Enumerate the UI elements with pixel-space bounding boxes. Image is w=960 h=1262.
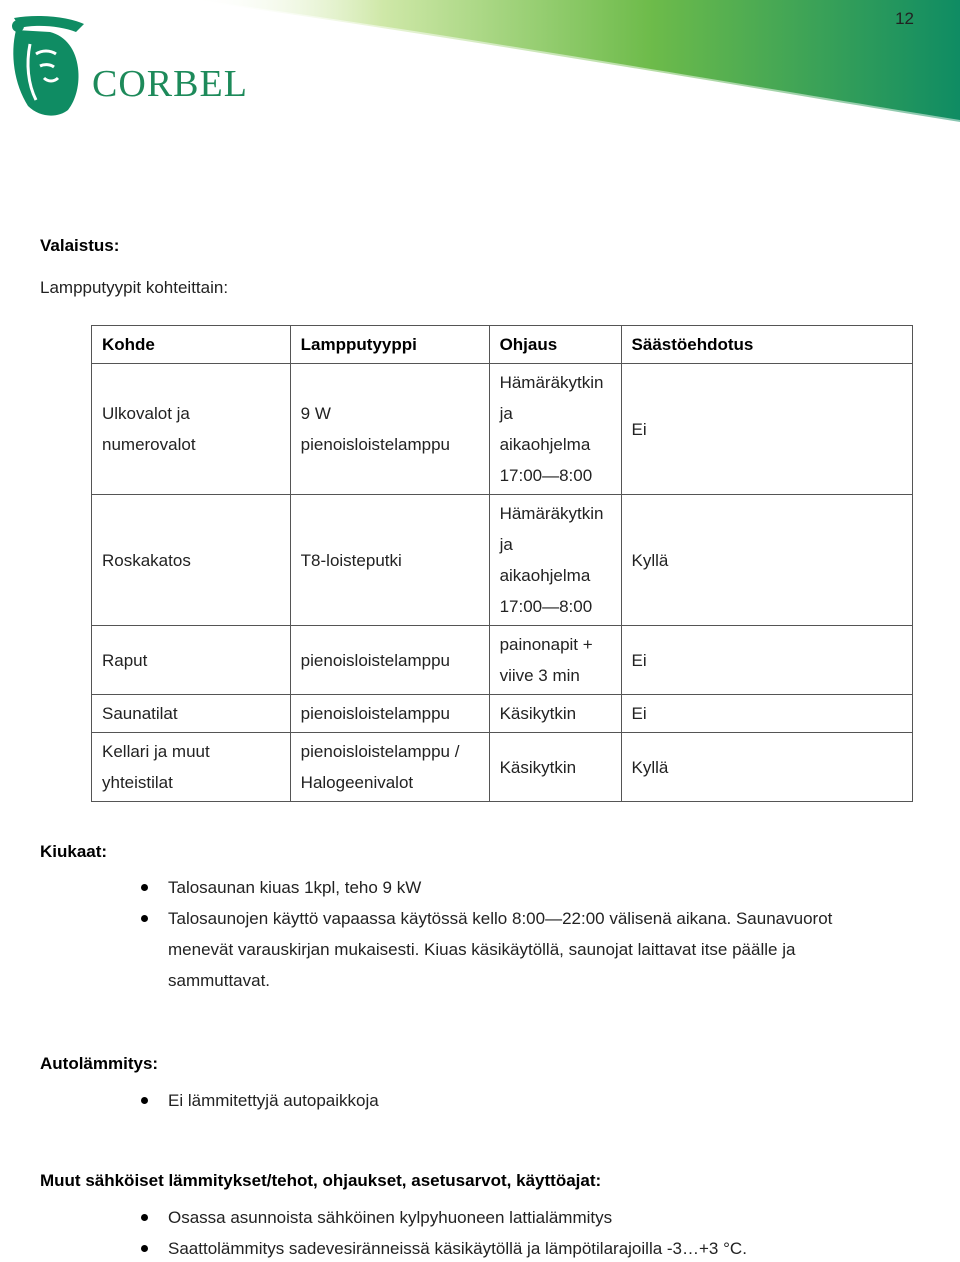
cell-lamp-type: pienoisloistelamppu / Halogeenivalot (290, 733, 489, 802)
list-item: Talosaunan kiuas 1kpl, teho 9 kW (40, 872, 890, 903)
column-header-suggestion: Säästöehdotus (621, 326, 912, 364)
cell-suggestion: Kyllä (621, 733, 912, 802)
cell-control: Hämäräkytkin ja aikaohjelma 17:00—8:00 (489, 495, 621, 626)
cell-target: Ulkovalot ja numerovalot (92, 364, 291, 495)
cell-lamp-type: pienoisloistelamppu (290, 626, 489, 695)
cell-target: Roskakatos (92, 495, 291, 626)
table-row (92, 364, 913, 495)
cell-control: painonapit + viive 3 min (489, 626, 621, 695)
table-header-row (92, 326, 913, 364)
cell-control: Käsikytkin (489, 695, 621, 733)
lighting-heading: Valaistus: (40, 236, 120, 255)
cell-lamp-type: T8-loisteputki (290, 495, 489, 626)
cell-target: Kellari ja muut yhteistilat (92, 733, 291, 802)
other-heating-list (40, 1202, 890, 1262)
cell-control: Hämäräkytkin ja aikaohjelma 17:00—8:00 (489, 364, 621, 495)
table-row (92, 626, 913, 695)
page-number: 12 (895, 9, 914, 28)
cell-suggestion: Ei (621, 626, 912, 695)
cell-control: Käsikytkin (489, 733, 621, 802)
lamp-types-table (91, 325, 913, 802)
cell-lamp-type: 9 W pienoisloistelamppu (290, 364, 489, 495)
cell-suggestion: Kyllä (621, 495, 912, 626)
list-item: Osassa asunnoista sähköinen kylpyhuoneen lattialämmitys (40, 1202, 890, 1233)
car-heating-list (40, 1085, 890, 1116)
corbel-logo-mark (12, 16, 84, 116)
cell-target: Raput (92, 626, 291, 695)
car-heating-heading: Autolämmitys: (40, 1054, 159, 1073)
stoves-heading: Kiukaat: (40, 842, 108, 861)
column-header-target: Kohde (92, 326, 291, 364)
table-row (92, 495, 913, 626)
column-header-control: Ohjaus (489, 326, 621, 364)
table-row (92, 733, 913, 802)
lighting-subheading: Lampputyypit kohteittain: (40, 278, 229, 297)
cell-suggestion: Ei (621, 695, 912, 733)
list-item: Talosaunojen käyttö vapaassa käytössä kello 8:00—22:00 välisenä aikana. Saunavuorot menevät varauskirjan mukaisesti. Kiuas käsikäytöllä, saunojat laittavat itse päälle ja sammuttavat. (40, 903, 890, 996)
list-item: Saattolämmitys sadevesiränneissä käsikäytöllä ja lämpötilarajoilla -3…+3 °C. (40, 1233, 890, 1262)
list-item: Ei lämmitettyjä autopaikkoja (40, 1085, 890, 1116)
table-row (92, 695, 913, 733)
cell-suggestion: Ei (621, 364, 912, 495)
logo-text: CORBEL (92, 63, 248, 105)
cell-lamp-type: pienoisloistelamppu (290, 695, 489, 733)
cell-target: Saunatilat (92, 695, 291, 733)
column-header-lamp-type: Lampputyyppi (290, 326, 489, 364)
stoves-list (40, 872, 890, 996)
other-heating-heading: Muut sähköiset lämmitykset/tehot, ohjaukset, asetusarvot, käyttöajat: (40, 1171, 602, 1190)
